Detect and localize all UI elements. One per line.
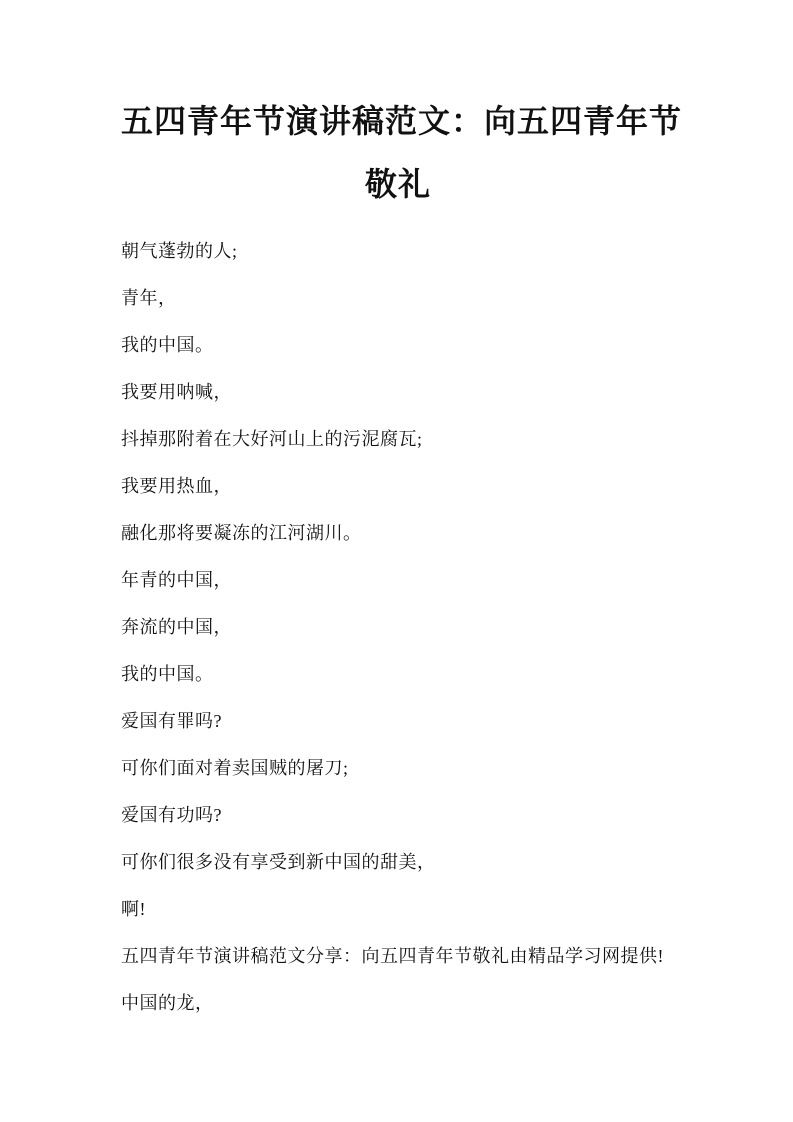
document-title bbox=[121, 90, 683, 216]
paragraph: 奔流的中国， bbox=[121, 617, 232, 637]
paragraph: 可你们很多没有享受到新中国的甜美， bbox=[121, 852, 436, 872]
paragraph: 我的中国。 bbox=[121, 335, 214, 355]
title-line-1: 五四青年节演讲稿范文：向五四青年节 bbox=[121, 103, 683, 139]
paragraph: 爱国有功吗? bbox=[121, 805, 222, 825]
paragraph: 我的中国。 bbox=[121, 664, 214, 684]
paragraph: 爱国有罪吗? bbox=[121, 711, 222, 731]
paragraph: 朝气蓬勃的人; bbox=[121, 241, 238, 261]
paragraph: 青年， bbox=[121, 288, 177, 308]
paragraph: 融化那将要凝冻的江河湖川。 bbox=[121, 523, 362, 543]
paragraph: 中国的龙， bbox=[121, 993, 214, 1013]
title-line-2: 敬礼 bbox=[364, 166, 431, 202]
paragraph: 五四青年节演讲稿范文分享：向五四青年节敬礼由精品学习网提供! bbox=[121, 946, 664, 966]
document-body bbox=[121, 242, 675, 1012]
paragraph: 我要用热血， bbox=[121, 476, 232, 496]
paragraph: 啊! bbox=[121, 899, 146, 919]
paragraph: 年青的中国， bbox=[121, 570, 232, 590]
paragraph: 抖掉那附着在大好河山上的污泥腐瓦; bbox=[121, 429, 423, 449]
paragraph: 我要用呐喊， bbox=[121, 382, 232, 402]
paragraph: 可你们面对着卖国贼的屠刀; bbox=[121, 758, 349, 778]
